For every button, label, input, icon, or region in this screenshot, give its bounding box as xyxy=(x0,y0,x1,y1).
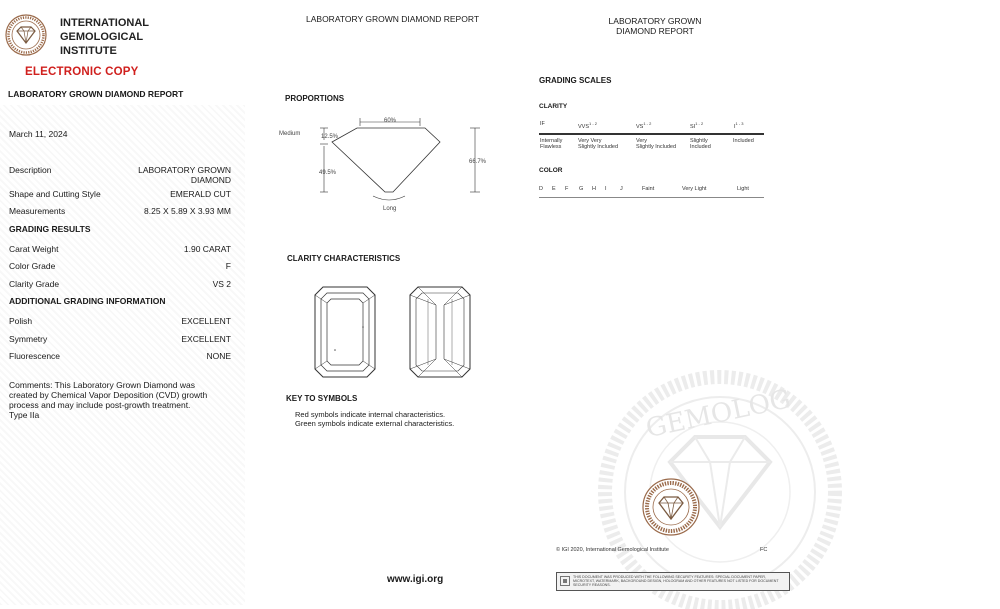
org-line-3: INSTITUTE xyxy=(60,45,117,57)
report-date: March 11, 2024 xyxy=(9,129,68,139)
clarity-grade-vs xyxy=(636,121,651,130)
website-footer: www.igi.org xyxy=(387,574,444,585)
clarity-scale-heading: CLARITY xyxy=(539,103,568,110)
comments xyxy=(9,380,234,420)
clarity-desc-i xyxy=(733,138,754,144)
center-report-title: LABORATORY GROWN DIAMOND REPORT xyxy=(306,14,480,24)
polish-value: EXCELLENT xyxy=(181,316,231,326)
clarity-desc-vs-2: Slightly Included xyxy=(636,144,677,150)
organization-name xyxy=(60,16,180,58)
color-scale-line xyxy=(539,197,764,198)
clarity-desc-vvs-2: Slightly Included xyxy=(578,144,619,150)
girdle-label: Medium xyxy=(279,131,301,137)
security-features-text: THIS DOCUMENT WAS PRODUCED WITH THE FOLLOWING SECURITY FEATURES: SPECIAL DOCUMENT PAPER, MICROTEXT, WATERMARK, BACKGROUND DESIGN, HOLOGRAM AND OTHER FEATURES NOT LISTED FOR DOCUMENT SECURITY REASONS. xyxy=(573,575,779,588)
crown-percent: 12.5% xyxy=(321,134,339,140)
clarity-desc-if xyxy=(540,138,562,150)
electronic-copy-label: ELECTRONIC COPY xyxy=(25,66,139,78)
shape-value: EMERALD CUT xyxy=(170,189,231,199)
copyright-text: © IGI 2020, International Gemological Institute xyxy=(556,547,669,553)
clarity-desc-si-2: Included xyxy=(690,144,711,150)
clarity-desc-si-1: Slightly xyxy=(690,138,708,144)
measurements-value: 8.25 X 5.89 X 3.93 MM xyxy=(144,206,231,216)
fluorescence-label: Fluorescence xyxy=(9,351,61,361)
color-g: G xyxy=(579,186,584,192)
comments-line-2: created by Chemical Vapor Deposition (CVD) growth xyxy=(9,390,208,400)
description-row xyxy=(9,165,231,187)
description-value-line2: DIAMOND xyxy=(190,175,231,185)
key-line-red: Red symbols indicate internal characteristics. xyxy=(295,410,446,419)
clarity-desc-vvs-1: Very Very xyxy=(578,138,602,144)
clarity-grade-if: IF xyxy=(540,121,545,127)
color-scale-heading: COLOR xyxy=(539,167,563,174)
comments-line-3: process and may include post-growth treatment. xyxy=(9,400,191,410)
org-line-2: GEMOLOGICAL xyxy=(60,31,144,43)
polish-label: Polish xyxy=(9,316,33,326)
crown-view-diagram xyxy=(313,285,377,379)
security-features-strip xyxy=(556,572,790,591)
color-e: E xyxy=(552,186,556,192)
clarity-grade-value: VS 2 xyxy=(212,279,231,289)
watermark-seal-icon xyxy=(600,352,800,572)
description-value xyxy=(138,165,231,185)
clarity-desc-vvs xyxy=(578,138,618,150)
clarity-grade-si-label: SI xyxy=(690,123,696,130)
color-i: I xyxy=(605,186,607,192)
clarity-grade-label: Clarity Grade xyxy=(9,279,60,289)
pavilion-percent: 49.5% xyxy=(319,170,337,176)
color-d: D xyxy=(539,186,543,192)
clarity-grade-i xyxy=(734,121,744,130)
clarity-grade-vs-range: 1 - 2 xyxy=(643,121,652,126)
clarity-grade-i-range: 1 - 3 xyxy=(735,121,744,126)
carat-value: 1.90 CARAT xyxy=(183,244,231,254)
measurements-label: Measurements xyxy=(9,206,66,216)
right-title-line-1: LABORATORY GROWN xyxy=(608,16,702,26)
grading-scales-heading: GRADING SCALES xyxy=(539,76,612,85)
clarity-grade-i-label: I xyxy=(734,123,736,130)
key-line-green: Green symbols indicate external characteristics. xyxy=(295,419,455,428)
symmetry-label: Symmetry xyxy=(9,334,48,344)
symmetry-value: EXCELLENT xyxy=(181,334,231,344)
security-shield-icon xyxy=(560,576,570,586)
clarity-grade-vvs-range: 1 - 2 xyxy=(589,121,598,126)
igi-seal-small-icon xyxy=(642,478,700,536)
color-term-very-light: Very Light xyxy=(682,186,707,192)
clarity-grade-si xyxy=(690,121,703,130)
proportions-heading: PROPORTIONS xyxy=(285,94,345,103)
right-report-title xyxy=(590,16,720,36)
clarity-desc-i-1: Included xyxy=(733,138,754,144)
clarity-scale-line xyxy=(539,133,764,135)
color-term-faint: Faint xyxy=(642,186,655,192)
right-title-line-2: DIAMOND REPORT xyxy=(616,26,694,36)
depth-percent: 66.7% xyxy=(469,159,487,165)
org-line-1: INTERNATIONAL xyxy=(60,17,150,29)
clarity-grade-vvs-label: VVS xyxy=(578,123,590,130)
color-grade-value: F xyxy=(225,261,231,271)
key-to-symbols-heading: KEY TO SYMBOLS xyxy=(286,394,358,403)
carat-label: Carat Weight xyxy=(9,244,59,254)
fluorescence-value: NONE xyxy=(206,351,231,361)
clarity-grade-vvs xyxy=(578,121,597,130)
pavilion-view-diagram xyxy=(408,285,472,379)
clarity-desc-if-1: Internally xyxy=(540,138,563,144)
color-grade-label: Color Grade xyxy=(9,261,56,271)
clarity-desc-vs xyxy=(636,138,676,150)
clarity-desc-vs-1: Very xyxy=(636,138,648,144)
culet-label: Long xyxy=(383,206,397,212)
additional-info-heading: ADDITIONAL GRADING INFORMATION xyxy=(9,296,166,306)
description-value-line1: LABORATORY GROWN xyxy=(138,165,231,175)
clarity-desc-si xyxy=(690,138,711,150)
clarity-characteristics-heading: CLARITY CHARACTERISTICS xyxy=(287,254,401,263)
table-percent: 60% xyxy=(384,118,397,124)
fc-code: FC xyxy=(760,547,768,553)
comments-line-4: Type IIa xyxy=(9,410,40,420)
proportions-diagram xyxy=(275,108,495,218)
color-f: F xyxy=(565,186,569,192)
clarity-desc-if-2: Flawless xyxy=(540,144,562,150)
report-title: LABORATORY GROWN DIAMOND REPORT xyxy=(8,89,184,99)
color-term-light: Light xyxy=(737,186,749,192)
description-label: Description xyxy=(9,165,52,175)
color-h: H xyxy=(592,186,596,192)
igi-seal-logo-icon xyxy=(5,14,47,56)
color-j: J xyxy=(620,186,623,192)
clarity-grade-vs-label: VS xyxy=(636,123,644,130)
clarity-grade-si-range: 1 - 2 xyxy=(695,121,704,126)
shape-label: Shape and Cutting Style xyxy=(9,189,101,199)
grading-results-heading: GRADING RESULTS xyxy=(9,224,91,234)
comments-line-1: Comments: This Laboratory Grown Diamond was xyxy=(9,380,195,390)
watermark-seal-text: GEMOLOG xyxy=(643,384,794,445)
